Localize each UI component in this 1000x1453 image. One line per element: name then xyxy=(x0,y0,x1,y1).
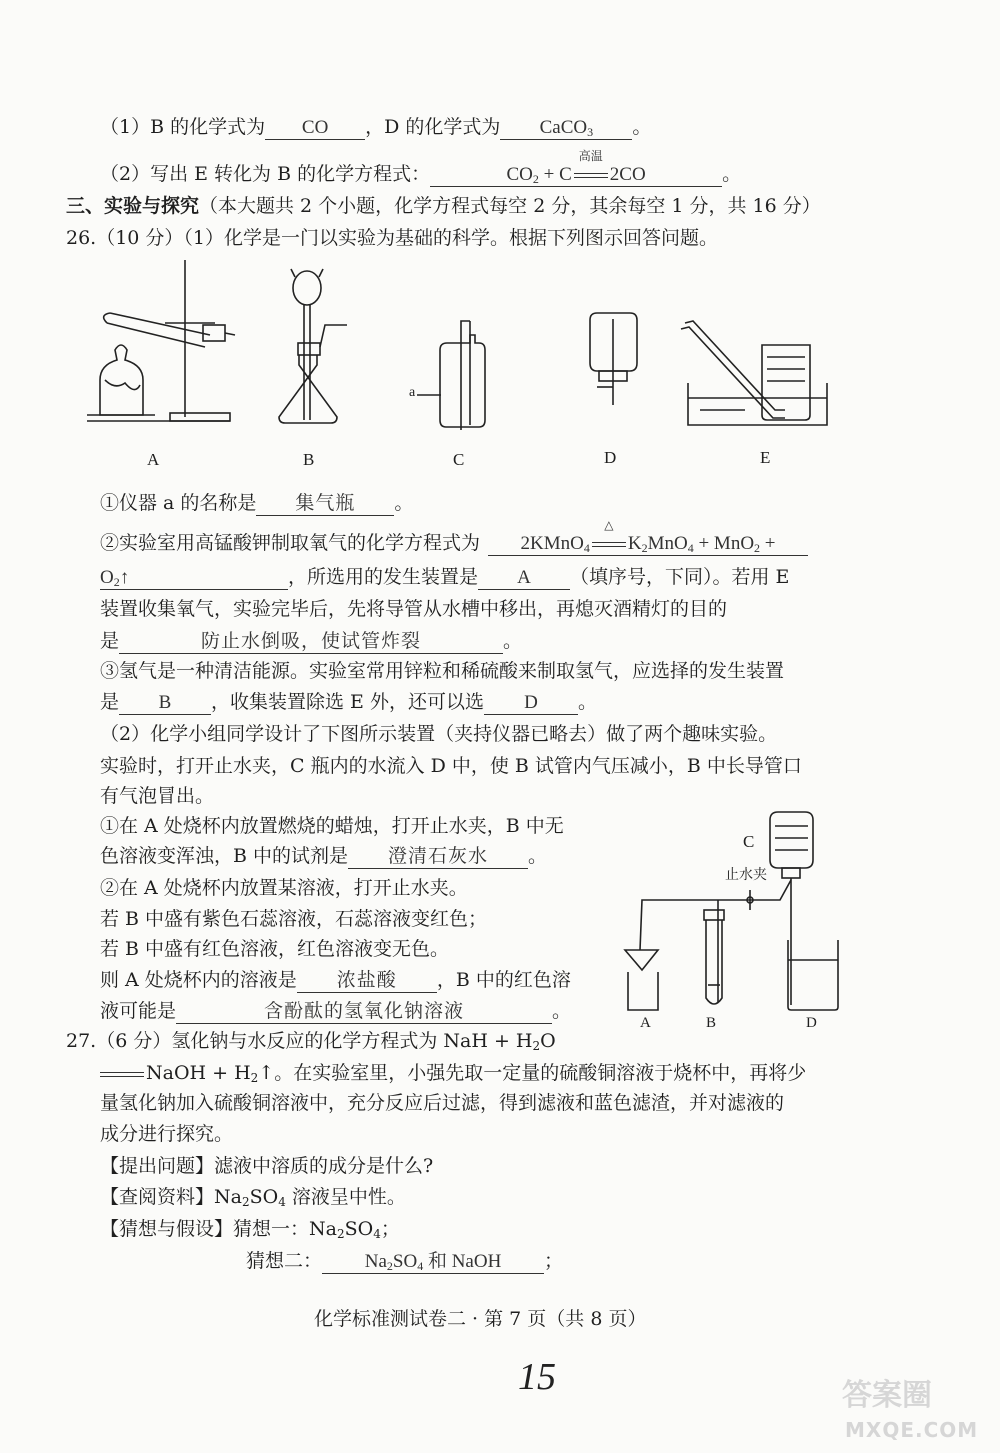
q27-line3: 量氢化钠加入硫酸铜溶液中，充分反应后过滤，得到滤液和蓝色滤渣，并对滤液的 xyxy=(100,1092,785,1114)
q26-item1: ①仪器 a 的名称是 集气瓶 。 xyxy=(100,492,414,514)
q26-answer-generator: A xyxy=(478,567,570,590)
page-footer: 化学标准测试卷二 · 第 7 页（共 8 页） xyxy=(314,1308,647,1330)
q26-sub1-line1: ①在 A 处烧杯内放置燃烧的蜡烛，打开止水夹，B 中无 xyxy=(100,815,564,837)
apparatus-b xyxy=(279,269,347,423)
fig2-label-a: A xyxy=(640,1015,651,1031)
q25-answer-d: CaCO$_3$ xyxy=(500,117,632,140)
q26-sub2-line5: 液可能是 含酚酞的氢氧化钠溶液 。 xyxy=(100,1000,572,1022)
q25-part1: （1）B 的化学式为 CO ，D 的化学式为 CaCO$_3$ 。 xyxy=(100,116,652,139)
watermark-logo: 答案圈 xyxy=(842,1378,932,1413)
q26-item2-line3: 装置收集氧气，实验完毕后，先将导管从水槽中移出，再熄灭酒精灯的目的 xyxy=(100,598,728,620)
q26-answer-purpose: 防止水倒吸，使试管炸裂 xyxy=(119,631,503,654)
q26-answer-a: 集气瓶 xyxy=(256,493,394,516)
q26-sub2-line2: 若 B 中盛有紫色石蕊溶液，石蕊溶液变红色； xyxy=(100,908,488,930)
q26-sub2-line1: ②在 A 处烧杯内放置某溶液，打开止水夹。 xyxy=(100,877,468,899)
q26-answer-h2-generator: B xyxy=(119,692,211,715)
apparatus-d xyxy=(590,313,637,405)
q27-line4: 成分进行探究。 xyxy=(100,1123,234,1145)
q26-part2-line2: 实验时，打开止水夹，C 瓶内的水流入 D 中，使 B 试管内气压减小，B 中长导管口 xyxy=(100,755,802,777)
q27-line1: 27.（6 分）氢化钠与水反应的化学方程式为 NaH + $H_2O$ xyxy=(66,1030,556,1053)
q26-sub2-line3: 若 B 中盛有红色溶液，红色溶液变无色。 xyxy=(100,938,450,960)
apparatus-a xyxy=(87,260,235,421)
q27-reference: 【查阅资料】$Na_2SO_4$ 溶液呈中性。 xyxy=(100,1186,406,1209)
apparatus-figure-2 xyxy=(620,800,850,1010)
q26-answer-solution: 浓盐酸 xyxy=(297,970,437,993)
q25-answer-b: CO xyxy=(265,117,365,140)
q26-answer-h2-collector: D xyxy=(484,692,578,715)
fig2-label-b: B xyxy=(706,1015,717,1031)
q27-hypothesis2: 猜想二： $Na_2SO_4$ 和 NaOH ； xyxy=(246,1250,564,1273)
q25-equation: $CO_2 + C$ 高温 2CO xyxy=(430,164,722,187)
apparatus-c xyxy=(417,321,485,430)
q26-answer-reagent: 澄清石灰水 xyxy=(348,846,528,869)
handwritten-page-number: 15 xyxy=(518,1356,556,1398)
fig2-label-c: C xyxy=(743,832,755,851)
q26-item2-line2: $O_2↑$ ，所选用的发生装置是 A （填序号，下同）。若用 E xyxy=(100,566,790,589)
q27-answer-hypothesis2: $Na_2SO_4$ 和 NaOH xyxy=(322,1251,544,1274)
q27-line2: NaOH + $H_2↑$。在实验室里，小强先取一定量的硫酸铜溶液于烧杯中，再将少 xyxy=(100,1062,806,1085)
fig2-label-clamp: 止水夹 xyxy=(725,868,767,883)
apparatus-figure-row xyxy=(85,255,865,440)
q26-item3-line2: 是 B ，收集装置除选 E 外，还可以选 D 。 xyxy=(100,691,597,713)
fig-label-b: B xyxy=(303,450,315,469)
q26-item2-line4: 是 防止水倒吸，使试管炸裂 。 xyxy=(100,630,523,652)
q26-part2-line3: 有气泡冒出。 xyxy=(100,785,215,807)
q26-answer-red-solution: 含酚酞的氢氧化钠溶液 xyxy=(176,1001,552,1024)
apparatus-e xyxy=(681,321,827,425)
fig-label-c: C xyxy=(453,450,465,469)
q26-item3-line1: ③氢气是一种清洁能源。实验室常用锌粒和稀硫酸来制取氢气，应选择的发生装置 xyxy=(100,660,785,682)
fig-label-a: A xyxy=(147,450,160,469)
watermark-url: MXQE.COM xyxy=(845,1418,979,1442)
q26-head: 26.（10 分）（1）化学是一门以实验为基础的科学。根据下列图示回答问题。 xyxy=(66,227,719,249)
q26-equation-tail: $O_2↑$ xyxy=(100,567,288,590)
q26-equation-kmno4: 2KMnO$_4$ △ $K_2MnO_4 + MnO_2$ + xyxy=(488,533,808,556)
q27-hypothesis1: 【猜想与假设】猜想一：$Na_2SO_4$； xyxy=(100,1218,400,1241)
section3-heading: 三、实验与探究（本大题共 2 个小题，化学方程式每空 2 分，其余每空 1 分，共 16 分） xyxy=(66,195,821,217)
fig2-label-d: D xyxy=(806,1015,817,1031)
q26-item2-line1: ②实验室用高锰酸钾制取氧气的化学方程式为 2KMnO$_4$ △ $K_2MnO_4 + MnO_2$ + xyxy=(100,532,808,556)
fig-label-e: E xyxy=(760,448,771,467)
q27-question: 【提出问题】滤液中溶质的成分是什么? xyxy=(100,1155,434,1177)
fig-label-d: D xyxy=(604,448,617,467)
q26-sub1-line2: 色溶液变浑浊，B 中的试剂是 澄清石灰水 。 xyxy=(100,845,548,867)
q26-part2-line1: （2）化学小组同学设计了下图所示装置（夹持仪器已略去）做了两个趣味实验。 xyxy=(100,723,778,745)
fig-label-a-small: a xyxy=(409,385,416,400)
q26-sub2-line4: 则 A 处烧杯内的溶液是 浓盐酸 ，B 中的红色溶 xyxy=(100,969,571,991)
q25-part2: （2）写出 E 转化为 B 的化学方程式： $CO_2 + C$ 高温 2CO 。 xyxy=(100,149,742,186)
